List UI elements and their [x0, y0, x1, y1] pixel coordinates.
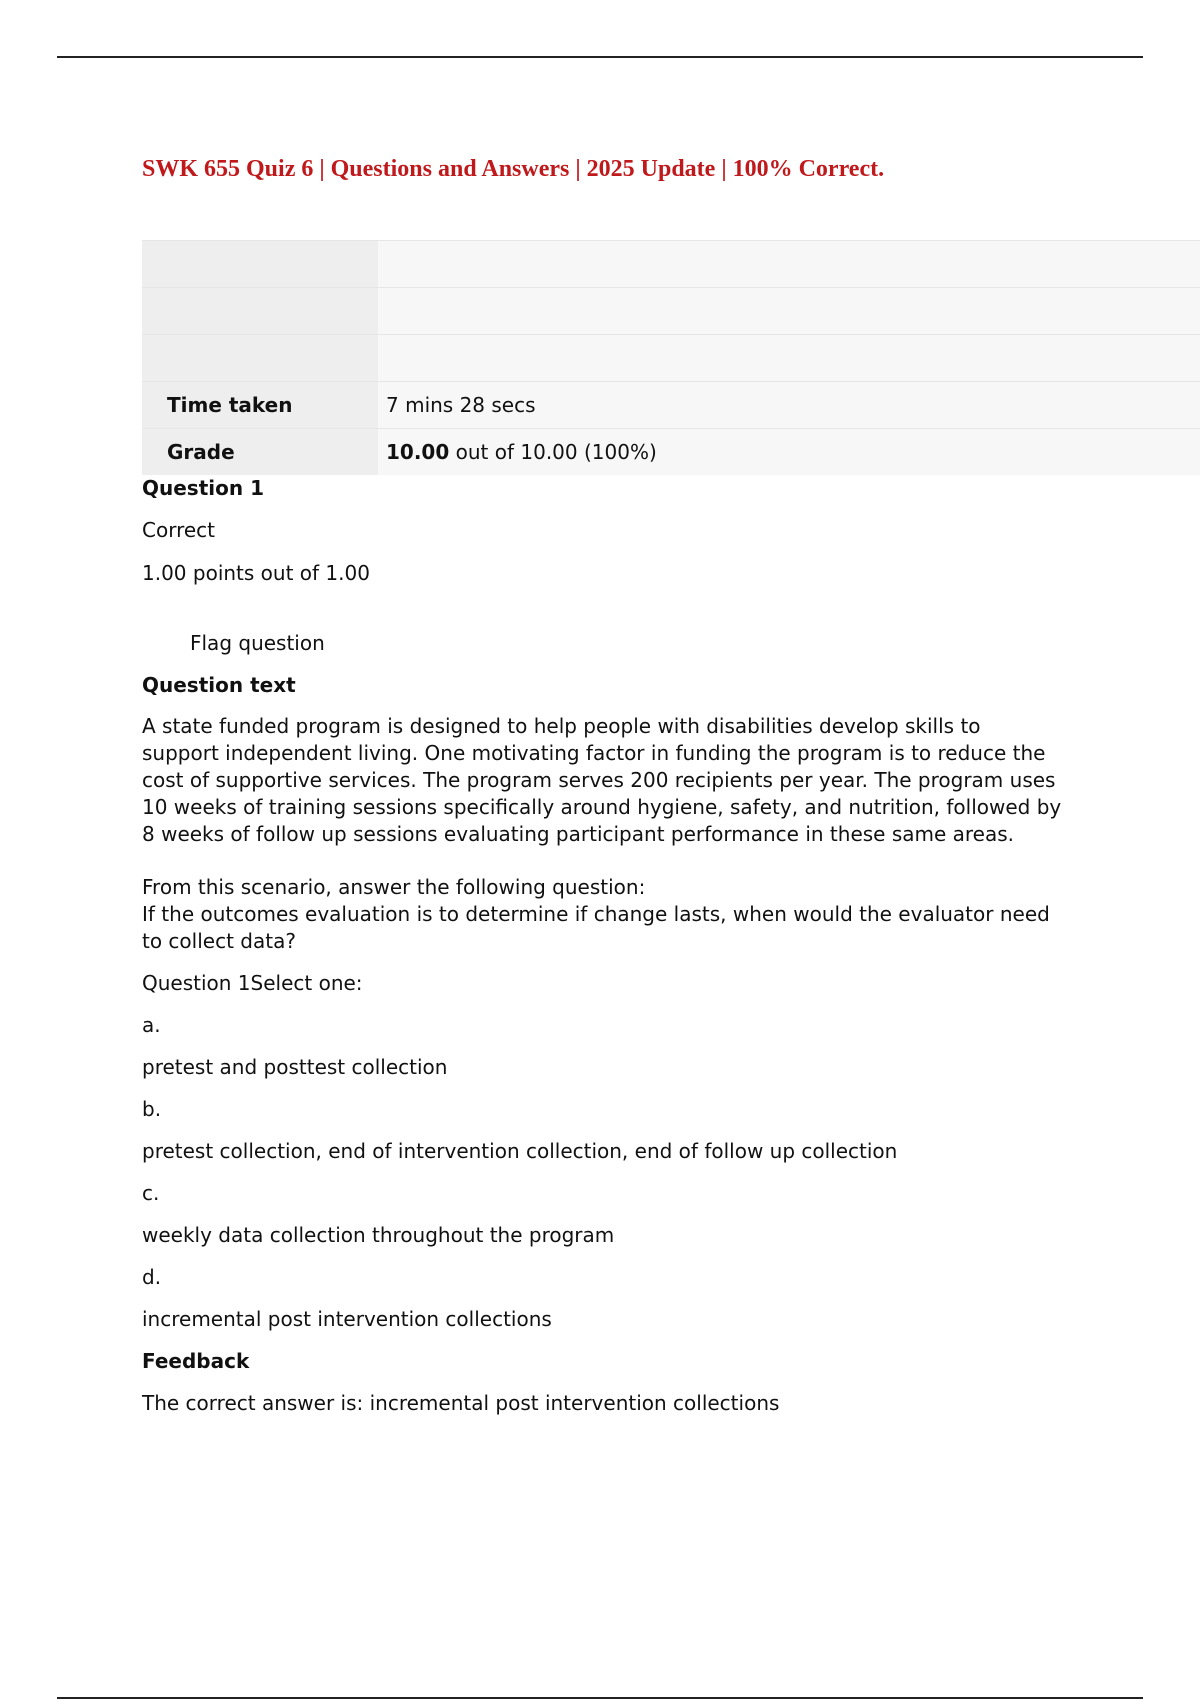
document-title: SWK 655 Quiz 6 | Questions and Answers | 2025 Update | 100% Correct. [142, 156, 885, 182]
question-prompt-intro: From this scenario, answer the following question: [142, 875, 646, 899]
attempt-summary-table [142, 240, 1200, 475]
option-text-c[interactable]: weekly data collection throughout the program [142, 1223, 615, 1247]
question-text-heading: Question text [142, 673, 296, 697]
grade-label: Grade [142, 429, 378, 476]
option-text-d[interactable]: incremental post intervention collections [142, 1307, 552, 1331]
summary-label [142, 335, 378, 382]
time-taken-value: 7 mins 28 secs [378, 382, 1200, 429]
summary-row [142, 335, 1200, 382]
option-letter-d: d. [142, 1265, 162, 1289]
option-text-b[interactable]: pretest collection, end of intervention collection, end of follow up collection [142, 1139, 898, 1163]
summary-row [142, 288, 1200, 335]
top-rule [57, 56, 1143, 58]
question-prompt: If the outcomes evaluation is to determine if change lasts, when would the evaluator need to collect data? [142, 902, 1050, 953]
bottom-rule [57, 1697, 1143, 1699]
grade-score: 10.00 [386, 440, 450, 464]
question-scenario: A state funded program is designed to help people with disabilities develop skills to support independent living. One motivating factor in funding the program is to reduce the cost of supportive services. The program serves 200 recipients per year. The program uses 10 weeks of training sessions specifically around hygiene, safety, and nutrition, followed by 8 weeks of follow up sessions evaluating participant performance in these same areas. [142, 714, 1062, 846]
summary-label [142, 241, 378, 288]
option-letter-c: c. [142, 1181, 160, 1205]
summary-value [378, 241, 1200, 288]
question-number: Question 1 [142, 476, 264, 500]
option-letter-b: b. [142, 1097, 162, 1121]
question-status: Correct [142, 518, 215, 542]
summary-row [142, 241, 1200, 288]
grade-out-of: out of 10.00 (100%) [449, 440, 657, 464]
summary-value [378, 335, 1200, 382]
summary-row-grade [142, 429, 1200, 476]
summary-row-time-taken [142, 382, 1200, 429]
question-block [142, 474, 1062, 1417]
summary-value [378, 288, 1200, 335]
option-letter-a: a. [142, 1013, 161, 1037]
question-points: 1.00 points out of 1.00 [142, 561, 370, 585]
flag-question-link[interactable]: Flag question [190, 631, 325, 655]
option-text-a[interactable]: pretest and posttest collection [142, 1055, 448, 1079]
select-one-label: Question 1Select one: [142, 971, 363, 995]
time-taken-label: Time taken [142, 382, 378, 429]
feedback-heading: Feedback [142, 1349, 250, 1373]
summary-label [142, 288, 378, 335]
feedback-text: The correct answer is: incremental post intervention collections [142, 1391, 780, 1415]
grade-value [378, 429, 1200, 476]
